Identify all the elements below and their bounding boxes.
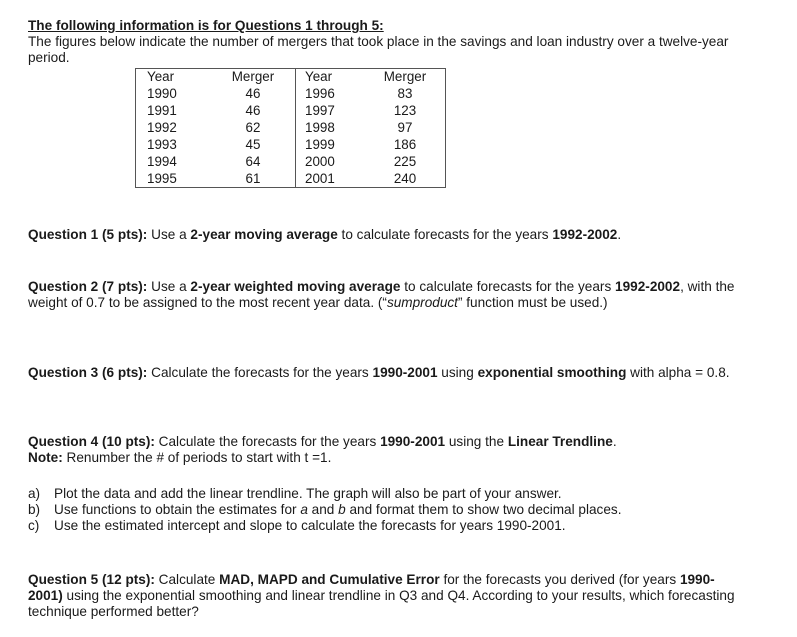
question-4-label: Question 4 (10 pts):	[28, 434, 155, 449]
merger-cell: 240	[393, 171, 417, 186]
q1-text-3: .	[617, 227, 622, 242]
q1-text-2: to calculate forecasts for the years	[337, 227, 553, 242]
q2-text-4: ” function must be used.)	[457, 295, 608, 310]
year-cell: 1999	[296, 136, 366, 153]
merger-cell: 123	[393, 103, 417, 118]
header-year-1: Year	[147, 69, 175, 84]
table-row	[136, 85, 446, 102]
question-3-label: Question 3 (6 pts):	[28, 365, 148, 380]
q4-text-1: Calculate the forecasts for the years	[154, 434, 381, 449]
list-text: Plot the data and add the linear trendline. The graph will also be part of your answer.	[54, 486, 562, 501]
question-4-prompt	[28, 434, 738, 450]
question-4-parts	[28, 486, 738, 534]
list-letter: c)	[28, 518, 40, 533]
table-header-row	[136, 69, 446, 86]
list-letter: b)	[28, 502, 41, 517]
table-row	[136, 102, 446, 119]
q3-text-3: with alpha = 0.8.	[626, 365, 730, 380]
list-text: and	[307, 502, 339, 517]
q4-bold-2: Linear Trendline	[507, 434, 613, 449]
intro-heading: The following information is for Questions 1 through 5:	[28, 18, 384, 33]
mergers-table	[135, 68, 446, 188]
table-row	[136, 119, 446, 136]
question-2	[28, 279, 738, 311]
header-merger-2: Merger	[383, 69, 427, 84]
merger-cell: 45	[245, 137, 261, 152]
intro-section	[28, 18, 738, 66]
year-cell: 1994	[147, 154, 177, 169]
year-cell: 1998	[296, 119, 366, 136]
year-cell: 1993	[147, 137, 177, 152]
merger-cell: 83	[397, 86, 413, 101]
q3-bold-2: exponential smoothing	[477, 365, 627, 380]
list-item	[28, 518, 738, 534]
table-row	[136, 153, 446, 170]
note-text: Renumber the # of periods to start with t =1.	[62, 450, 332, 465]
q4-bold-1: 1990-2001	[380, 434, 446, 449]
note-label: Note:	[28, 450, 63, 465]
year-cell: 1990	[147, 86, 177, 101]
q2-text-1: Use a	[147, 279, 191, 294]
q5-bold-2: 1990-2001)	[28, 572, 715, 603]
merger-cell: 46	[245, 86, 261, 101]
question-1-label: Question 1 (5 pts):	[28, 227, 148, 242]
q1-bold-2: 1992-2002	[552, 227, 618, 242]
list-text: and format them to show two decimal places.	[345, 502, 622, 517]
list-text: Use functions to obtain the estimates for	[54, 502, 301, 517]
q5-text-3: using the exponential smoothing and linear trendline in Q3 and Q4. According to your results, which forecasting technique performed better?	[28, 588, 735, 619]
year-cell: 1996	[296, 85, 366, 102]
year-cell: 1992	[147, 120, 177, 135]
table-row	[136, 136, 446, 153]
q2-text-3: , with the weight of 0.7 to be assigned to the most recent year data. (“	[28, 279, 735, 310]
merger-cell: 186	[393, 137, 417, 152]
q5-text-2: for the forecasts you derived (for years	[439, 572, 680, 587]
merger-cell: 64	[245, 154, 261, 169]
table-row	[136, 170, 446, 188]
question-4	[28, 434, 738, 466]
list-text: Use the estimated intercept and slope to calculate the forecasts for years 1990-2001.	[54, 518, 566, 533]
year-cell: 1997	[296, 102, 366, 119]
list-item	[28, 502, 738, 518]
merger-cell: 61	[245, 171, 261, 186]
merger-cell: 62	[245, 120, 261, 135]
year-cell: 1995	[147, 171, 177, 186]
q3-bold-1: 1990-2001	[372, 365, 438, 380]
q4-text-3: .	[612, 434, 617, 449]
q4-text-2: using the	[445, 434, 508, 449]
intro-text: The figures below indicate the number of mergers that took place in the savings and loan industry over a twelve-year period.	[28, 34, 729, 65]
list-letter: a)	[28, 486, 41, 501]
question-5-label: Question 5 (12 pts):	[28, 572, 155, 587]
question-3	[28, 365, 738, 381]
merger-cell: 225	[393, 154, 417, 169]
year-cell: 2000	[296, 153, 366, 170]
q5-text-1: Calculate	[154, 572, 220, 587]
list-item	[28, 486, 738, 502]
header-year-2: Year	[296, 69, 366, 86]
merger-cell: 46	[245, 103, 261, 118]
q2-bold-1: 2-year weighted moving average	[190, 279, 401, 294]
question-2-label: Question 2 (7 pts):	[28, 279, 148, 294]
q5-bold-1: MAD, MAPD and Cumulative Error	[219, 572, 440, 587]
q3-text-1: Calculate the forecasts for the years	[147, 365, 373, 380]
q1-bold-1: 2-year moving average	[190, 227, 338, 242]
q2-text-2: to calculate forecasts for the years	[400, 279, 616, 294]
q1-text-1: Use a	[147, 227, 191, 242]
q2-italic-1: sumproduct	[386, 295, 458, 310]
italic-a: a	[300, 502, 308, 517]
header-merger-1: Merger	[231, 69, 275, 84]
merger-cell: 97	[397, 120, 413, 135]
q3-text-2: using	[437, 365, 478, 380]
question-5	[28, 572, 738, 620]
year-cell: 1991	[147, 103, 177, 118]
italic-b: b	[338, 502, 346, 517]
q2-bold-2: 1992-2002	[615, 279, 681, 294]
year-cell: 2001	[296, 170, 366, 188]
question-4-note	[28, 450, 738, 466]
question-1	[28, 227, 738, 243]
